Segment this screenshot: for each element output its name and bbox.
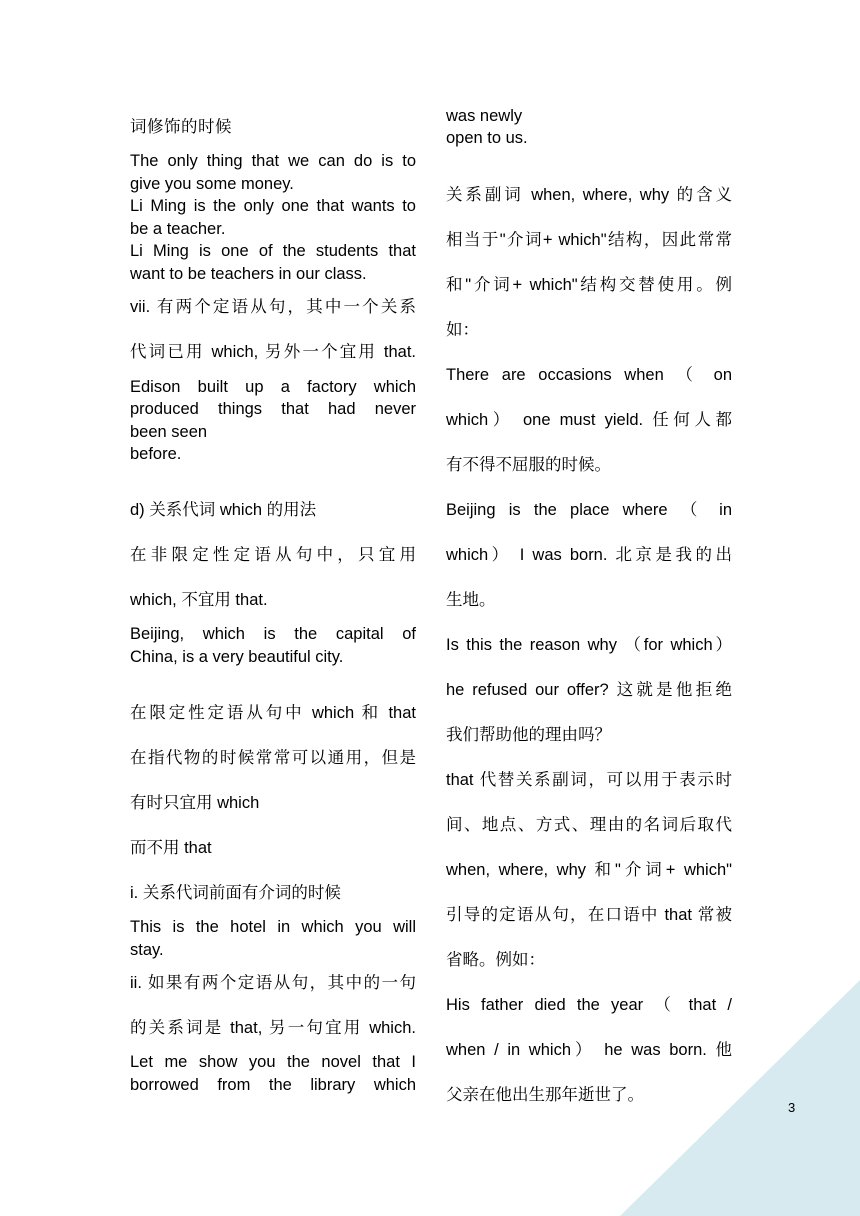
text-line: 生地。 <box>446 591 496 609</box>
section-heading: d) 关系代词 which 的用法 <box>130 501 317 519</box>
text-line: 引导的定语从句，在口语中 that 常被 <box>446 906 732 924</box>
text-line: i. 关系代词前面有介词的时候 <box>130 884 341 902</box>
text-line: vii. 有两个定语从句，其中一个关系 <box>130 298 416 316</box>
text-line: 父亲在他出生那年逝世了。 <box>446 1086 644 1104</box>
text-line: The only thing that we can do is to <box>130 152 416 170</box>
text-line: 的关系词是 that, 另一句宜用 which. <box>130 1019 416 1037</box>
text-line: been seen <box>130 423 208 441</box>
text-line: 而不用 that <box>130 839 212 857</box>
text-line: which, 不宜用 that. <box>130 591 268 609</box>
text-line: ii. 如果有两个定语从句，其中的一句 <box>130 974 416 992</box>
text-line: Beijing, which is the capital of <box>130 625 416 643</box>
text-line: 我们帮助他的理由吗？ <box>446 726 611 744</box>
text-line: 在非限定性定语从句中，只宜用 <box>130 546 416 564</box>
text-line: Edison built up a factory which <box>130 378 416 396</box>
text-line: Is this the reason why （for which） <box>446 636 732 654</box>
text-line: This is the hotel in which you will <box>130 918 416 936</box>
text-line: produced things that had never <box>130 400 416 418</box>
text-line: 相当于"介词+ which"结构，因此常常 <box>446 231 732 249</box>
text-line: that 代替关系副词，可以用于表示时 <box>446 771 732 789</box>
text-line: 省略。例如： <box>446 951 545 969</box>
text-line: which） I was born. 北京是我的出 <box>446 546 732 564</box>
text-line: 和"介词+ which"结构交替使用。例 <box>446 276 732 294</box>
text-line: Li Ming is the only one that wants to <box>130 197 416 215</box>
text-line: want to be teachers in our class. <box>130 265 367 283</box>
text-line: China, is a very beautiful city. <box>130 648 344 666</box>
text-line: Li Ming is one of the students that <box>130 242 416 260</box>
text-line: 间、地点、方式、理由的名词后取代 <box>446 816 732 834</box>
text-line: when / in which） he was born. 他 <box>446 1041 732 1059</box>
text-line: he refused our offer? 这就是他拒绝 <box>446 681 732 699</box>
text-line: 在指代物的时候常常可以通用，但是 <box>130 749 416 767</box>
text-line: be a teacher. <box>130 220 226 238</box>
text-line: Beijing is the place where （ in <box>446 501 732 519</box>
text-line: Let me show you the novel that I <box>130 1053 416 1071</box>
text-line: 代词已用 which, 另外一个宜用 that. <box>130 343 416 361</box>
text-line: open to us. <box>446 129 528 147</box>
text-line: There are occasions when （ on <box>446 366 732 384</box>
text-line: 在限定性定语从句中 which 和 that <box>130 704 416 722</box>
text-line: 关系副词 when, where, why 的含义 <box>446 186 732 204</box>
text-line: borrowed from the library which <box>130 1076 416 1094</box>
text-line: 有时只宜用 which <box>130 794 260 812</box>
text-line: His father died the year （ that / <box>446 996 732 1014</box>
text-line: was newly <box>446 107 523 125</box>
text-line: which） one must yield. 任何人都 <box>446 411 732 429</box>
text-line: stay. <box>130 941 164 959</box>
page-number: 3 <box>788 1100 796 1115</box>
text-line: 有不得不屈服的时候。 <box>446 456 611 474</box>
text-line: before. <box>130 445 182 463</box>
text-line: 如： <box>446 321 479 339</box>
text-line: 词修饰的时候 <box>130 118 232 136</box>
text-line: when, where, why 和"介词+ which" <box>446 861 732 879</box>
text-line: give you some money. <box>130 175 294 193</box>
